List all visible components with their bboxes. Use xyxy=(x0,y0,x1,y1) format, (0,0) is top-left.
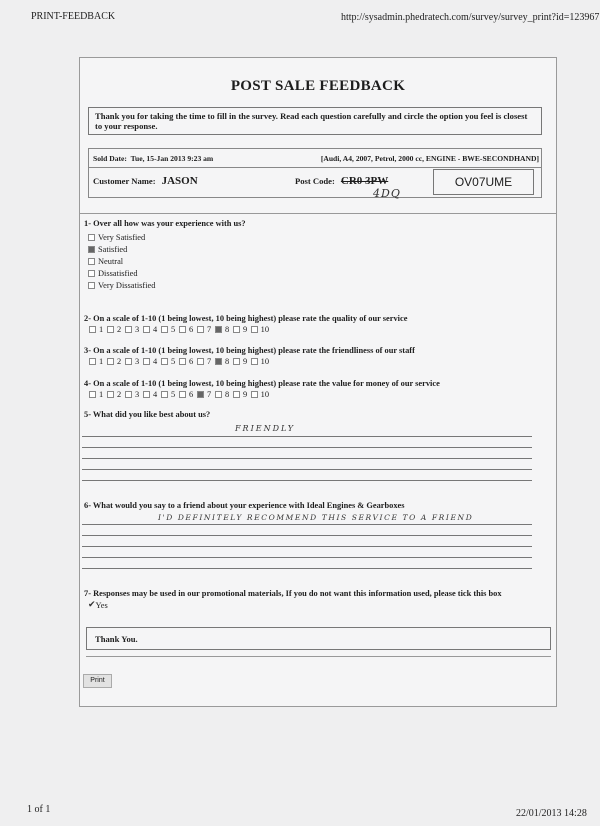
customer-name-label: Customer Name: xyxy=(93,176,156,186)
intro-text: Thank you for taking the time to fill in the survey. Read each question carefully and circle the option you feel is closest to your response. xyxy=(88,107,542,135)
checkbox-checked[interactable] xyxy=(88,246,95,253)
post-code-value: CR0 3PW xyxy=(340,175,389,187)
checkbox[interactable] xyxy=(88,270,95,277)
customer-name-value: JASON xyxy=(161,175,198,187)
answer-line xyxy=(82,535,532,536)
q5-answer[interactable]: FRIENDLY xyxy=(235,424,296,433)
answer-line xyxy=(82,469,532,470)
q2-scale xyxy=(89,325,269,334)
q1-option[interactable]: Very Satisfied xyxy=(88,231,155,243)
q4-text: 4- On a scale of 1-10 (1 being lowest, 10 being highest) please rate the value for money of our service xyxy=(84,379,440,388)
thank-you-box: Thank You. xyxy=(86,627,551,650)
post-code-handwritten: 4DQ xyxy=(373,187,401,200)
scale-option[interactable]: 2 xyxy=(107,390,125,399)
scale-option[interactable]: 8 xyxy=(215,390,233,399)
checkmark-icon: ✔ xyxy=(88,600,96,610)
answer-line xyxy=(82,447,532,448)
q1-option[interactable]: Very Dissatisfied xyxy=(88,279,155,291)
scale-option[interactable]: 5 xyxy=(161,357,179,366)
answer-line xyxy=(82,436,532,437)
scale-option[interactable]: 5 xyxy=(161,390,179,399)
scale-option[interactable]: 1 xyxy=(89,357,107,366)
scale-option-selected[interactable]: 8 xyxy=(215,325,233,334)
scale-option[interactable]: 9 xyxy=(233,357,251,366)
scale-option[interactable]: 7 xyxy=(197,325,215,334)
scale-option[interactable]: 5 xyxy=(161,325,179,334)
section-divider xyxy=(80,213,556,214)
q3-scale xyxy=(89,357,269,366)
checkbox[interactable] xyxy=(88,258,95,265)
scale-option[interactable]: 6 xyxy=(179,357,197,366)
q1-option[interactable]: Satisfied xyxy=(88,243,155,255)
scale-option[interactable]: 7 xyxy=(197,357,215,366)
scale-option[interactable]: 3 xyxy=(125,390,143,399)
scale-option[interactable]: 6 xyxy=(179,390,197,399)
q1-options xyxy=(88,231,155,291)
customer-name xyxy=(93,175,198,187)
answer-line xyxy=(82,524,532,525)
info-divider xyxy=(89,167,541,168)
q4-scale xyxy=(89,390,269,399)
sold-date xyxy=(93,154,213,163)
scale-option[interactable]: 9 xyxy=(233,325,251,334)
scale-option[interactable]: 2 xyxy=(107,357,125,366)
print-button[interactable]: Print xyxy=(83,674,112,688)
scale-option[interactable]: 4 xyxy=(143,325,161,334)
q1-option[interactable]: Neutral xyxy=(88,255,155,267)
scale-option[interactable]: 2 xyxy=(107,325,125,334)
scale-option[interactable]: 9 xyxy=(233,390,251,399)
q5-text: 5- What did you like best about us? xyxy=(84,410,211,419)
scale-option-selected[interactable]: 8 xyxy=(215,357,233,366)
scale-option[interactable]: 10 xyxy=(251,390,269,399)
q7-option[interactable] xyxy=(88,599,108,611)
answer-line xyxy=(82,557,532,558)
post-code-label: Post Code: xyxy=(295,176,335,186)
scale-option[interactable]: 10 xyxy=(251,325,269,334)
answer-line xyxy=(82,568,532,569)
q7-option-label: Yes xyxy=(95,600,108,610)
checkbox[interactable] xyxy=(88,282,95,289)
form-title: POST SALE FEEDBACK xyxy=(230,78,406,94)
scale-option[interactable]: 4 xyxy=(143,357,161,366)
q7-text: 7- Responses may be used in our promotional materials, If you do not want this information used, please tick this box xyxy=(84,589,502,598)
page-count: 1 of 1 xyxy=(27,804,51,815)
q6-answer[interactable]: I'D DEFINITELY RECOMMEND THIS SERVICE TO A FRIEND xyxy=(158,513,474,522)
q3-text: 3- On a scale of 1-10 (1 being lowest, 10 being highest) please rate the friendliness of our staff xyxy=(84,346,415,355)
q1-option[interactable]: Dissatisfied xyxy=(88,267,155,279)
scale-option[interactable]: 1 xyxy=(89,325,107,334)
scale-option[interactable]: 3 xyxy=(125,357,143,366)
bottom-divider xyxy=(86,656,551,657)
scale-option[interactable]: 10 xyxy=(251,357,269,366)
q1-text: 1- Over all how was your experience with us? xyxy=(84,219,246,228)
answer-line xyxy=(82,458,532,459)
vehicle-info: [Audi, A4, 2007, Petrol, 2000 cc, ENGINE - BWE-SECONDHAND] xyxy=(320,154,539,163)
print-url: http://sysadmin.phedratech.com/survey/survey_print?id=123967 xyxy=(341,12,600,23)
scale-option[interactable]: 6 xyxy=(179,325,197,334)
registration-box: OV07UME xyxy=(433,169,534,195)
answer-line xyxy=(82,546,532,547)
scale-option[interactable]: 4 xyxy=(143,390,161,399)
print-header-label: PRINT-FEEDBACK xyxy=(31,11,116,22)
q2-text: 2- On a scale of 1-10 (1 being lowest, 10 being highest) please rate the quality of our service xyxy=(84,314,408,323)
scale-option[interactable]: 1 xyxy=(89,390,107,399)
sold-date-label: Sold Date: xyxy=(93,154,127,163)
q6-text: 6- What would you say to a friend about your experience with Ideal Engines & Gearboxes xyxy=(84,501,405,510)
answer-line xyxy=(82,480,532,481)
feedback-form xyxy=(79,57,557,707)
sold-date-value: Tue, 15-Jan 2013 9:23 am xyxy=(130,154,214,163)
post-code xyxy=(295,175,388,187)
print-datetime: 22/01/2013 14:28 xyxy=(516,808,587,819)
scale-option-selected[interactable]: 7 xyxy=(197,390,215,399)
checkbox[interactable] xyxy=(88,234,95,241)
scale-option[interactable]: 3 xyxy=(125,325,143,334)
